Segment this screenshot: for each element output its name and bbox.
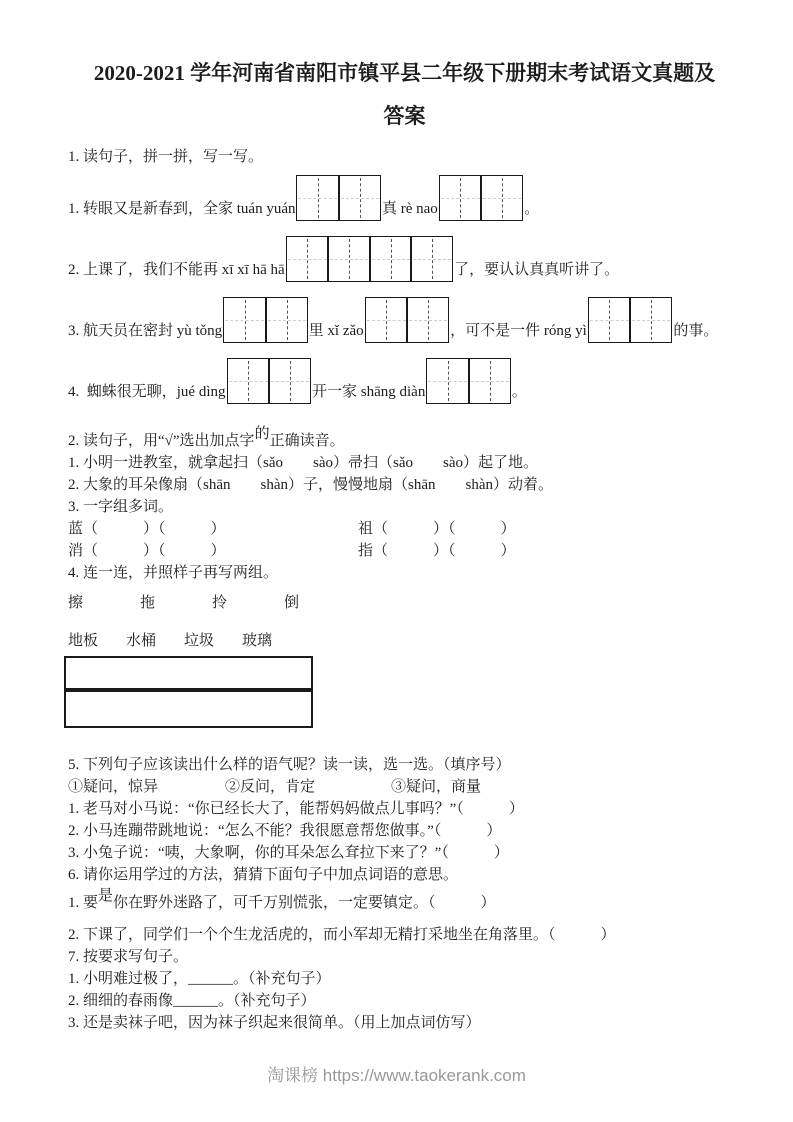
q2-header-superscript: 的 — [254, 426, 270, 443]
q1-item1-text3: 。 — [524, 201, 540, 217]
writing-cell — [338, 175, 381, 221]
q3-row1-right: 祖（ ）（ ） — [358, 521, 516, 537]
paper-title — [68, 52, 741, 138]
writing-cell — [588, 297, 631, 343]
q4-noun: 地板 — [68, 633, 99, 649]
pinyin-writing-grid — [439, 175, 524, 221]
question-2-header — [68, 426, 741, 452]
q6-item-1 — [68, 888, 741, 914]
question-5-header: 5. 下列句子应该读出什么样的语气呢？读一读，选一选。（填序号） — [68, 757, 511, 773]
q7-item-3: 3. 还是卖袜子吧，因为袜子织起来很简单。（用上加点词仿写） — [68, 1015, 481, 1031]
q5-item-1: 1. 老马对小马说：“你已经长大了，能帮妈妈做点儿事吗？”（ ） — [68, 801, 524, 817]
q3-row-2 — [68, 540, 741, 562]
writing-cell — [629, 297, 672, 343]
writing-cell — [439, 175, 482, 221]
q1-item3-text4: 的事。 — [673, 323, 719, 339]
question-3-header: 3. 一字组多词。 — [68, 499, 174, 515]
q2-header-post: 正确读音。 — [269, 433, 345, 449]
question-4-header: 4. 连一连，并照样子再写两组。 — [68, 565, 279, 581]
writing-cell — [410, 236, 453, 282]
writing-cell — [268, 358, 311, 404]
q6-item1-post: 你在野外迷路了，可千万别慌张，一定要镇定。（ ） — [113, 895, 496, 911]
footer-site-link[interactable]: 淘课榜 https://www.taokerank.com — [267, 1066, 526, 1085]
q3-row2-right: 指（ ）（ ） — [358, 543, 516, 559]
q4-answer-box-1 — [64, 656, 313, 690]
q1-item2-text2: 了，要认认真真听讲了。 — [454, 262, 620, 278]
q1-item-1 — [68, 175, 741, 221]
q7-item-1: 1. 小明难过极了，______。（补充句子） — [68, 971, 331, 987]
writing-cell — [365, 297, 408, 343]
q1-item4-text1: 4. 蜘蛛很无聊，jué dìng — [68, 384, 226, 400]
q1-item2-text1: 2. 上课了，我们不能再 xī xī hā hā — [68, 262, 285, 278]
q4-verb-row — [68, 592, 741, 614]
q4-noun: 水桶 — [126, 633, 157, 649]
pinyin-writing-grid — [227, 358, 312, 404]
q5-option-3: ③疑问，商量 — [391, 779, 482, 795]
q4-noun: 垃圾 — [184, 633, 215, 649]
pinyin-writing-grid — [588, 297, 673, 343]
site-footer — [0, 1064, 793, 1088]
q5-item-2: 2. 小马连蹦带跳地说：“怎么不能？我很愿意帮您做事。”（ ） — [68, 823, 502, 839]
q6-item-2: 2. 下课了，同学们一个个生龙活虎的，而小军却无精打采地坐在角落里。（ ） — [68, 927, 616, 943]
paper-title-line1: 2020-2021 学年河南省南阳市镇平县二年级下册期末考试语文真题及 — [93, 61, 716, 85]
writing-cell — [468, 358, 511, 404]
q6-item1-pre: 1. 要 — [68, 895, 99, 911]
writing-cell — [406, 297, 449, 343]
question-1-header: 1. 读句子，拼一拼，写一写。 — [68, 149, 264, 165]
q4-verb: 擦 — [68, 595, 84, 611]
q2-item-1: 1. 小明一进教室，就拿起扫（sǎo sào）帚扫（sǎo sào）起了地。 — [68, 455, 538, 471]
q5-options-row — [68, 776, 741, 798]
q4-noun-row — [68, 630, 741, 652]
writing-cell — [426, 358, 469, 404]
pinyin-writing-grid — [426, 358, 511, 404]
q1-item-2 — [68, 236, 741, 282]
q6-item1-superscript: 是 — [98, 888, 114, 905]
writing-cell — [227, 358, 270, 404]
writing-cell — [265, 297, 308, 343]
q5-option-1: ①疑问，惊异 — [68, 779, 159, 795]
writing-cell — [480, 175, 523, 221]
q2-item-2: 2. 大象的耳朵像扇（shān shàn）子，慢慢地扇（shān shàn）动着。 — [68, 477, 553, 493]
writing-cell — [327, 236, 370, 282]
q1-item3-text3: ，可不是一件 róng yì — [450, 323, 587, 339]
q1-item-4 — [68, 358, 741, 404]
q1-item1-text2: 真 rè nao — [381, 201, 438, 217]
q3-row-1 — [68, 518, 741, 540]
writing-cell — [286, 236, 329, 282]
q4-verb: 倒 — [284, 595, 300, 611]
writing-cell — [296, 175, 339, 221]
q1-item4-text3: 。 — [511, 384, 527, 400]
pinyin-writing-grid — [223, 297, 308, 343]
q4-verb: 拎 — [212, 595, 228, 611]
q3-row2-left: 消（ ）（ ） — [68, 543, 226, 559]
q1-item1-text1: 1. 转眼又是新春到，全家 tuán yuán — [68, 201, 296, 217]
q1-item3-text1: 3. 航天员在密封 yù tǒng — [68, 323, 223, 339]
q2-header-pre: 2. 读句子，用“√”选出加点字 — [68, 433, 255, 449]
paper-title-line2: 答案 — [383, 104, 426, 128]
q4-answer-box-2 — [64, 690, 313, 728]
q4-answer-boxes — [64, 656, 741, 728]
q1-item-3 — [68, 297, 741, 343]
q5-item-3: 3. 小兔子说：“咦，大象啊，你的耳朵怎么耷拉下来了？”（ ） — [68, 845, 509, 861]
pinyin-writing-grid — [296, 175, 381, 221]
q1-item4-text2: 开一家 shāng diàn — [312, 384, 426, 400]
question-6-header: 6. 请你运用学过的方法，猜猜下面句子中加点词语的意思。 — [68, 867, 459, 883]
pinyin-writing-grid — [286, 236, 454, 282]
q4-verb: 拖 — [140, 595, 156, 611]
writing-cell — [223, 297, 266, 343]
q7-item-2: 2. 细细的春雨像______。（补充句子） — [68, 993, 316, 1009]
writing-cell — [369, 236, 412, 282]
q1-item3-text2: 里 xǐ zǎo — [308, 323, 364, 339]
question-7-header: 7. 按要求写句子。 — [68, 949, 189, 965]
q5-option-2: ②反问，肯定 — [225, 779, 316, 795]
q4-noun: 玻璃 — [242, 633, 273, 649]
q3-row1-left: 蓝（ ）（ ） — [68, 521, 226, 537]
pinyin-writing-grid — [365, 297, 450, 343]
